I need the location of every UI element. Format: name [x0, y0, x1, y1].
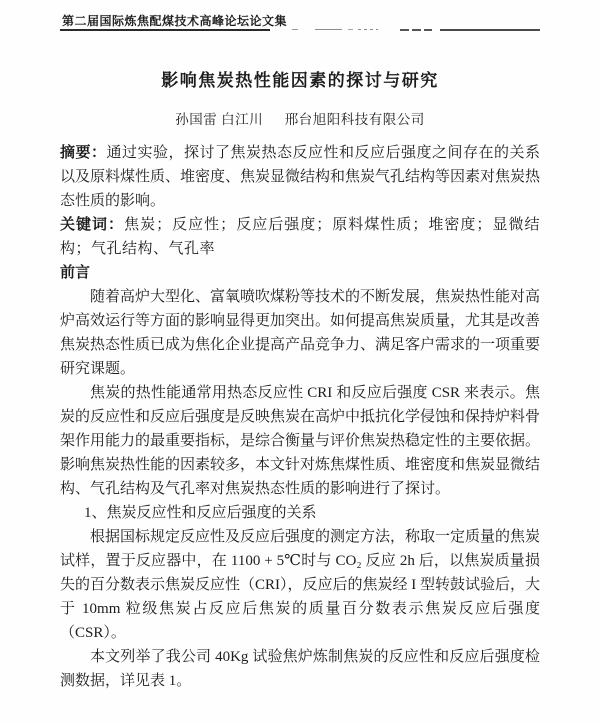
header-rule-dash: [358, 29, 378, 30]
body-paragraph: 随着高炉大型化、富氧喷吹煤粉等技术的不断发展，焦炭热性能对高炉高效运行等方面的影响显得更加突出。如何提高焦炭质量，尤其是改善焦炭热态性质已成为焦化企业提高产品竞争力、满足客户需求的一项重要研究课题。: [60, 289, 541, 377]
header-rule: [60, 29, 540, 32]
section-heading-1: 1、焦炭反应性和反应后强度的关系: [84, 505, 317, 521]
byline: [60, 108, 540, 128]
body-paragraph: 焦炭的热性能通常用热态反应性 CRI 和反应后强度 CSR 来表示。焦炭的反应性和反应后强度是反映焦炭在高炉中抵抗化学侵蚀和保持炉料骨架作用能力的最重要指标，是综合衡量与评价焦炭热稳定性的主要依据。影响焦炭热性能的因素较多，本文针对炼焦煤性质、堆密度和焦炭显微结构、气孔结构及气孔率对焦炭热态性质的影响进行了探讨。: [60, 385, 541, 497]
body-paragraph: 本文列举了我公司 40Kg 试验焦炉炼制焦炭的反应性和反应后强度检测数据，详见表 1。: [60, 649, 540, 689]
header-rule-dash: [315, 29, 342, 30]
section-heading-preface: 前言: [60, 265, 91, 281]
abstract-paragraph: [60, 141, 540, 213]
header-rule-underline: [60, 29, 270, 31]
header-rule-dash: [348, 29, 353, 30]
header-rule-dash: [292, 29, 298, 30]
abstract-label: 摘要：: [60, 145, 107, 161]
paper-body: [60, 141, 540, 693]
body-paragraph: 根据国标规定反应性及反应后强度的测定方法，称取一定质量的焦炭试样，置于反应器中，在 1100 + 5℃时与 CO₂ 反应 2h 后，以焦炭质量损失的百分数表示焦炭反应性（CRI），反应后的焦炭经 I 型转鼓试验后，大于 10mm 粒级焦炭占反应后焦炭的质量百分数表示焦炭反应后强度（CSR）。: [60, 529, 541, 641]
keywords-text: 焦炭；反应性；反应后强度；原料煤性质；堆密度；显微结构；气孔结构、气孔率: [60, 217, 540, 257]
header-rule-solid: [440, 29, 540, 31]
abstract-text: 通过实验，探讨了焦炭热态反应性和反应后强度之间存在的关系以及原料煤性质、堆密度、焦炭显微结构和焦炭气孔结构等因素对焦炭热态性质的影响。: [60, 145, 541, 209]
keywords-paragraph: [60, 213, 540, 261]
header-rule-dash: [400, 29, 432, 31]
authors: 孙国雷 白江川: [175, 112, 264, 127]
running-head: 第二届国际炼焦配煤技术高峰论坛论文集: [62, 14, 288, 28]
affiliation: 邢台旭阳科技有限公司: [284, 112, 425, 127]
keywords-label: 关键词：: [60, 217, 125, 233]
paper-title: 影响焦炭热性能因素的探讨与研究: [161, 71, 439, 90]
